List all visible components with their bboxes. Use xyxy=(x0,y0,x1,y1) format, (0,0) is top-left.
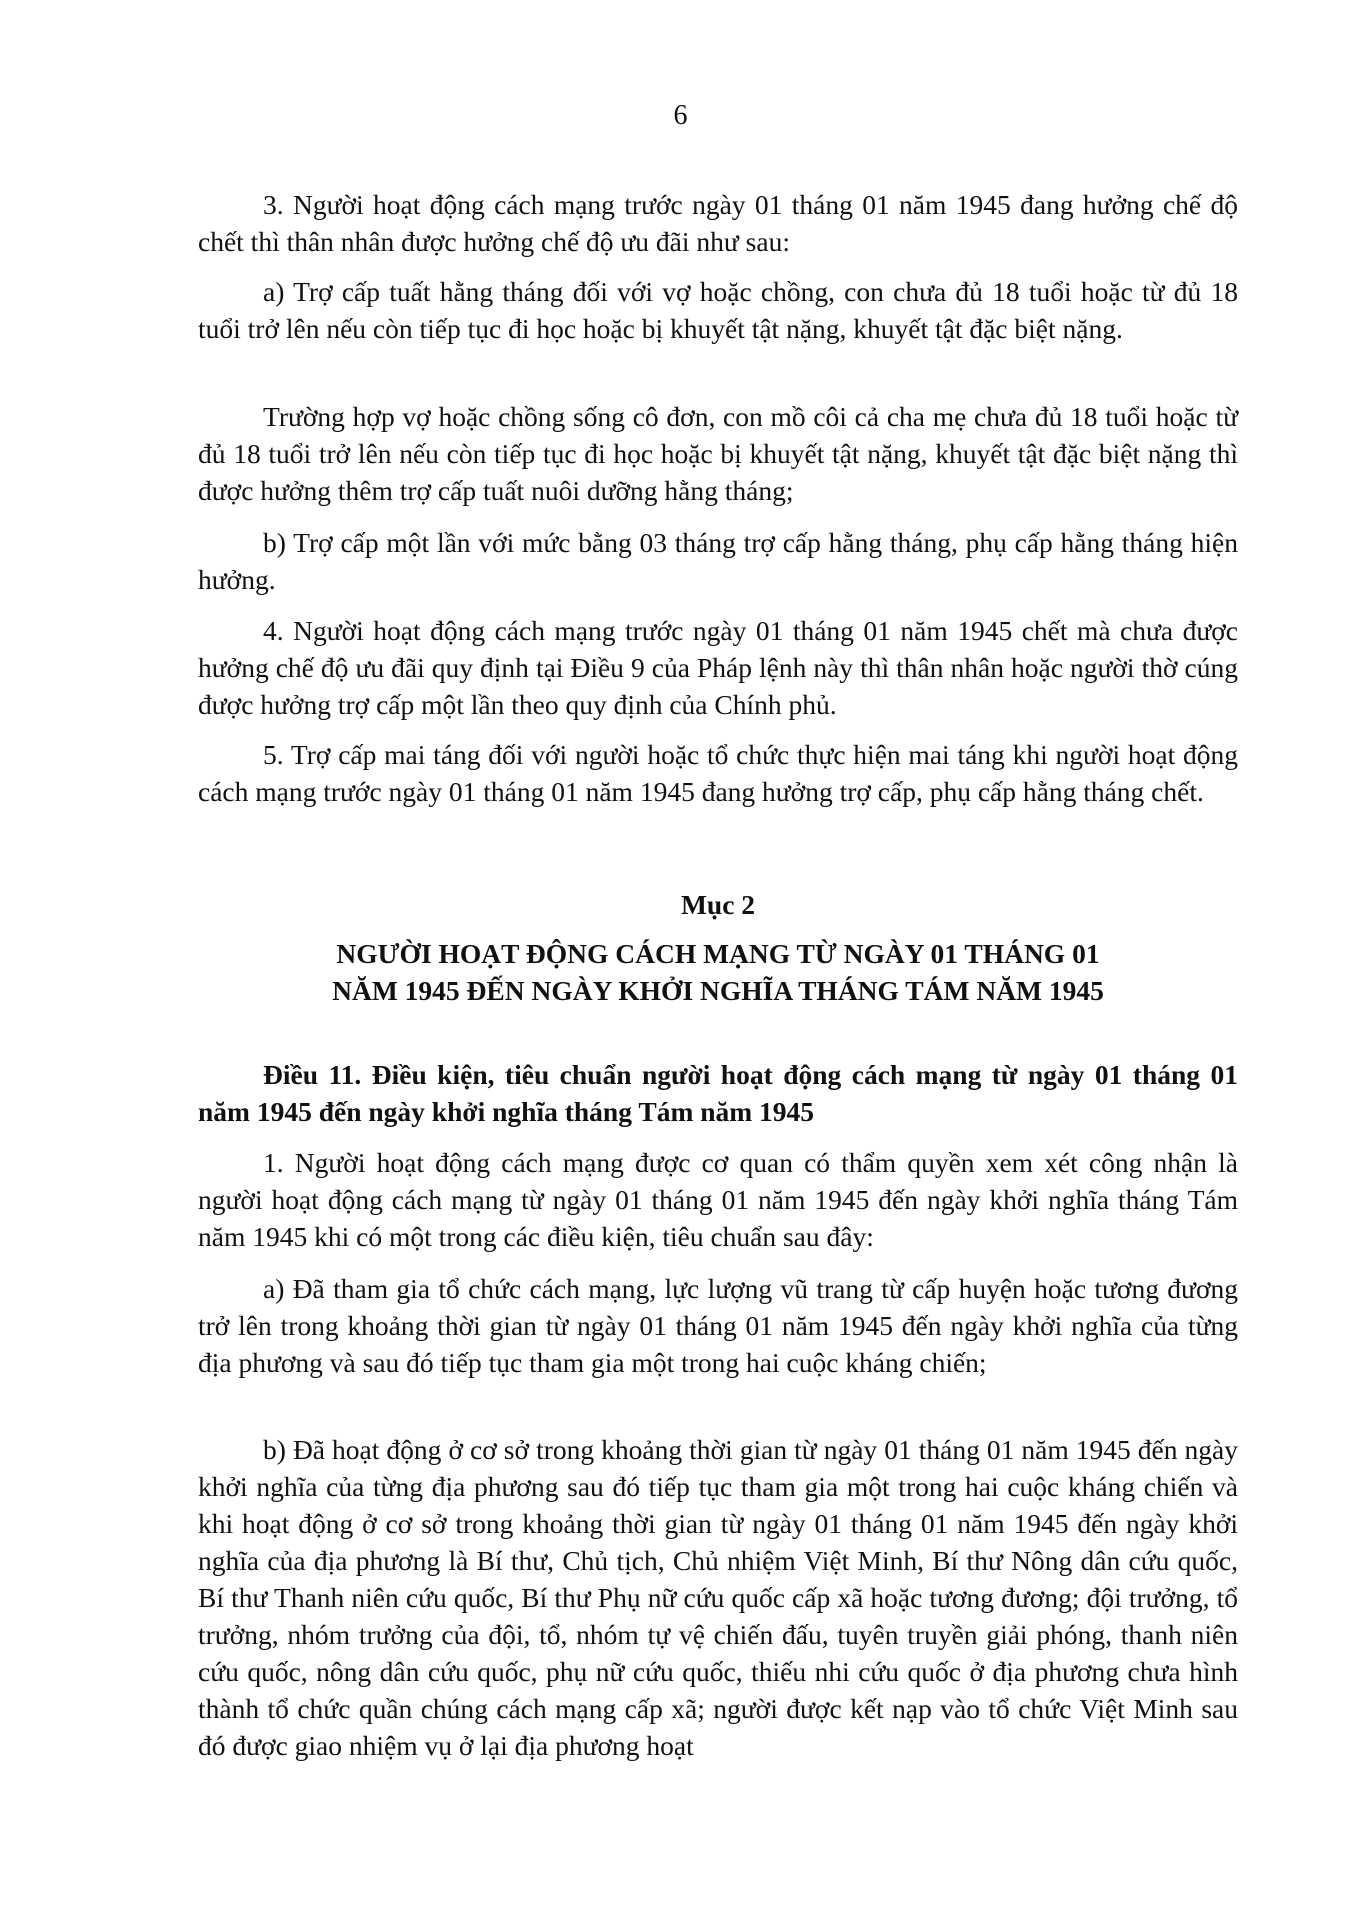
paragraph-clause-3: 3. Người hoạt động cách mạng trước ngày 01 tháng 01 năm 1945 đang hưởng chế độ chết thì thân nhân được hưởng chế độ ưu đãi như sau: xyxy=(198,189,1238,257)
article-title: Điều 11. Điều kiện, tiêu chuẩn người hoạt động cách mạng từ ngày 01 tháng 01 năm 1945 đến ngày khởi nghĩa tháng Tám năm 1945 xyxy=(198,1059,1238,1127)
paragraph-clause-4: 4. Người hoạt động cách mạng trước ngày 01 tháng 01 năm 1945 chết mà chưa được hưởng chế độ ưu đãi quy định tại Điều 9 của Pháp lệnh này thì thân nhân hoặc người thờ cúng được hưởng trợ cấp một lần theo quy định của Chính phủ. xyxy=(198,615,1238,720)
page-number: 6 xyxy=(673,100,688,131)
paragraph-clause-3b: b) Trợ cấp một lần với mức bằng 03 tháng trợ cấp hằng tháng, phụ cấp hằng tháng hiện hưởng. xyxy=(198,527,1238,595)
section-title-line2: NĂM 1945 ĐẾN NGÀY KHỞI NGHĨA THÁNG TÁM NĂM 1945 xyxy=(332,975,1104,1006)
paragraph-clause-5: 5. Trợ cấp mai táng đối với người hoặc tổ chức thực hiện mai táng khi người hoạt động cách mạng trước ngày 01 tháng 01 năm 1945 đang hưởng trợ cấp, phụ cấp hằng tháng chết. xyxy=(198,739,1238,807)
paragraph-clause-3a: a) Trợ cấp tuất hằng tháng đối với vợ hoặc chồng, con chưa đủ 18 tuổi hoặc từ đủ 18 tuổi trở lên nếu còn tiếp tục đi học hoặc bị khuyết tật nặng, khuyết tật đặc biệt nặng. xyxy=(198,276,1238,344)
paragraph-clause-3a-case: Trường hợp vợ hoặc chồng sống cô đơn, con mồ côi cả cha mẹ chưa đủ 18 tuổi hoặc từ đủ 18 tuổi trở lên nếu còn tiếp tục đi học hoặc bị khuyết tật nặng, khuyết tật đặc biệt nặng thì được hưởng thêm trợ cấp tuất nuôi dưỡng hằng tháng; xyxy=(198,401,1238,506)
article-clause-1b: b) Đã hoạt động ở cơ sở trong khoảng thời gian từ ngày 01 tháng 01 năm 1945 đến ngày khởi nghĩa của từng địa phương sau đó tiếp tục tham gia một trong hai cuộc kháng chiến và khi hoạt động ở cơ sở trong khoảng thời gian từ ngày 01 tháng 01 năm 1945 đến ngày khởi nghĩa của địa phương là Bí thư, Chủ tịch, Chủ nhiệm Việt Minh, Bí thư Nông dân cứu quốc, Bí thư Thanh niên cứu quốc, Bí thư Phụ nữ cứu quốc cấp xã hoặc tương đương; đội trưởng, tổ trưởng, nhóm trưởng của đội, tổ, nhóm tự vệ chiến đấu, tuyên truyền giải phóng, thanh niên cứu quốc, nông dân cứu quốc, phụ nữ cứu quốc, thiếu nhi cứu quốc ở địa phương chưa hình thành tổ chức quần chúng cách mạng cấp xã; người được kết nạp vào tổ chức Việt Minh sau đó được giao nhiệm vụ ở lại địa phương hoạt xyxy=(198,1434,1238,1761)
section-label: Mục 2 xyxy=(680,889,756,920)
article-clause-1a: a) Đã tham gia tổ chức cách mạng, lực lượng vũ trang từ cấp huyện hoặc tương đương trở lên trong khoảng thời gian từ ngày 01 tháng 01 năm 1945 đến ngày khởi nghĩa của từng địa phương và sau đó tiếp tục tham gia một trong hai cuộc kháng chiến; xyxy=(198,1273,1238,1378)
section-title-line1: NGƯỜI HOẠT ĐỘNG CÁCH MẠNG TỪ NGÀY 01 THÁNG 01 xyxy=(336,938,1100,969)
article-clause-1: 1. Người hoạt động cách mạng được cơ quan có thẩm quyền xem xét công nhận là người hoạt động cách mạng từ ngày 01 tháng 01 năm 1945 đến ngày khởi nghĩa tháng Tám năm 1945 khi có một trong các điều kiện, tiêu chuẩn sau đây: xyxy=(198,1147,1238,1252)
